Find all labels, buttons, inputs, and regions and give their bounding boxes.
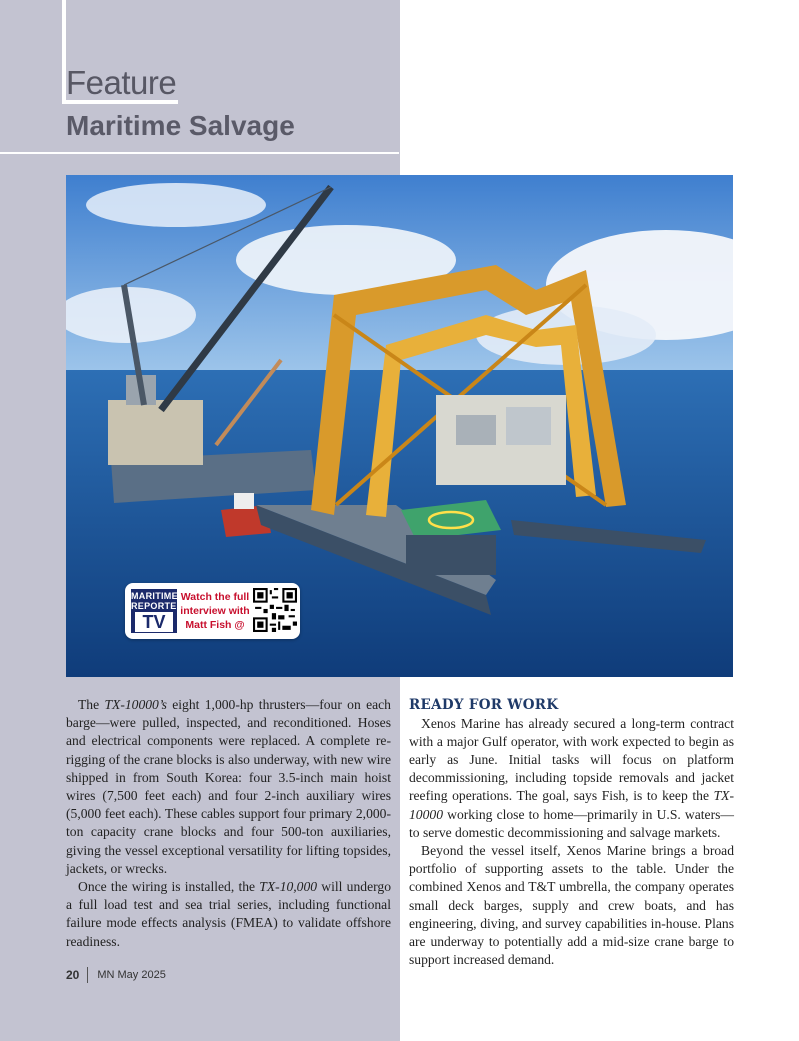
footer-separator bbox=[87, 967, 88, 983]
article-paragraph: Beyond the vessel itself, Xenos Marine brings a broad portfolio of supporting assets to the table. Under the combined Xenos and T&T umbrella, the company operates small deck barges, supply and crew boats, and has engineering, diving, and survey capabilities in-house. Plans are underway to potentially add a mid-size crane barge to support increased demand. bbox=[409, 842, 734, 968]
section-title: Maritime Salvage bbox=[66, 110, 295, 141]
logo-line-3: TV bbox=[135, 612, 173, 632]
article-paragraph: Once the wiring is installed, the TX-10,000 will undergo a full load test and sea trial series, including functional failure mode effects analysis (FMEA) to validate offshore readiness. bbox=[66, 879, 391, 949]
logo-line-2: REPORTER bbox=[131, 601, 184, 611]
article-column-right bbox=[409, 696, 734, 969]
vessel-name: TX-10000’s bbox=[104, 697, 167, 712]
logo-line-1: MARITIME bbox=[131, 591, 178, 601]
article-paragraph: Xenos Marine has already secured a long-term contract with a major Gulf operator, with work expected to begin as early as June. Initial tasks will focus on platform decommissioning, including topside removals and jacket reefing operations. The goal, says Fish, is to keep the TX-10000 working close to home—primarily in U.S. waters—to serve domestic decommissioning and salvage markets. bbox=[409, 715, 734, 840]
subheading: READY FOR WORK bbox=[409, 697, 559, 713]
vessel-name: TX-10,000 bbox=[259, 879, 318, 895]
header-divider bbox=[0, 152, 399, 154]
qr-code-icon[interactable] bbox=[253, 588, 297, 632]
article-column-left bbox=[66, 696, 391, 951]
watch-text-line-1: Watch the full bbox=[180, 591, 250, 603]
maritime-reporter-tv-badge[interactable] bbox=[125, 583, 300, 639]
watch-text-line-2: interview with bbox=[180, 605, 250, 617]
page-footer bbox=[66, 967, 166, 983]
article-paragraph: The TX-10000’s eight 1,000-hp thrusters—four on each barge—were pulled, inspected, and reconditioned. Hoses and electrical components were replaced. A complete re-rigging of the crane blocks is also underway, with new wire shipped in from South Korea: four 3.5-inch main hoist wires (7,500 feet each) and four 2-inch auxiliary wires (5,000 feet each). These cables support four primary 2,000-ton capacity crane blocks and four 500-ton auxiliaries, giving the vessel exceptional versatility for lifting topsides, jackets, or wrecks. bbox=[66, 697, 391, 876]
watch-text-line-3: Matt Fish @ bbox=[185, 619, 245, 631]
watch-interview-text bbox=[179, 590, 251, 632]
issue-label: MN May 2025 bbox=[97, 969, 166, 981]
vessel-name: TX-10000 bbox=[409, 788, 734, 822]
page-number: 20 bbox=[66, 968, 80, 982]
maritime-reporter-tv-logo bbox=[131, 589, 184, 633]
section-label: Feature bbox=[66, 64, 177, 101]
